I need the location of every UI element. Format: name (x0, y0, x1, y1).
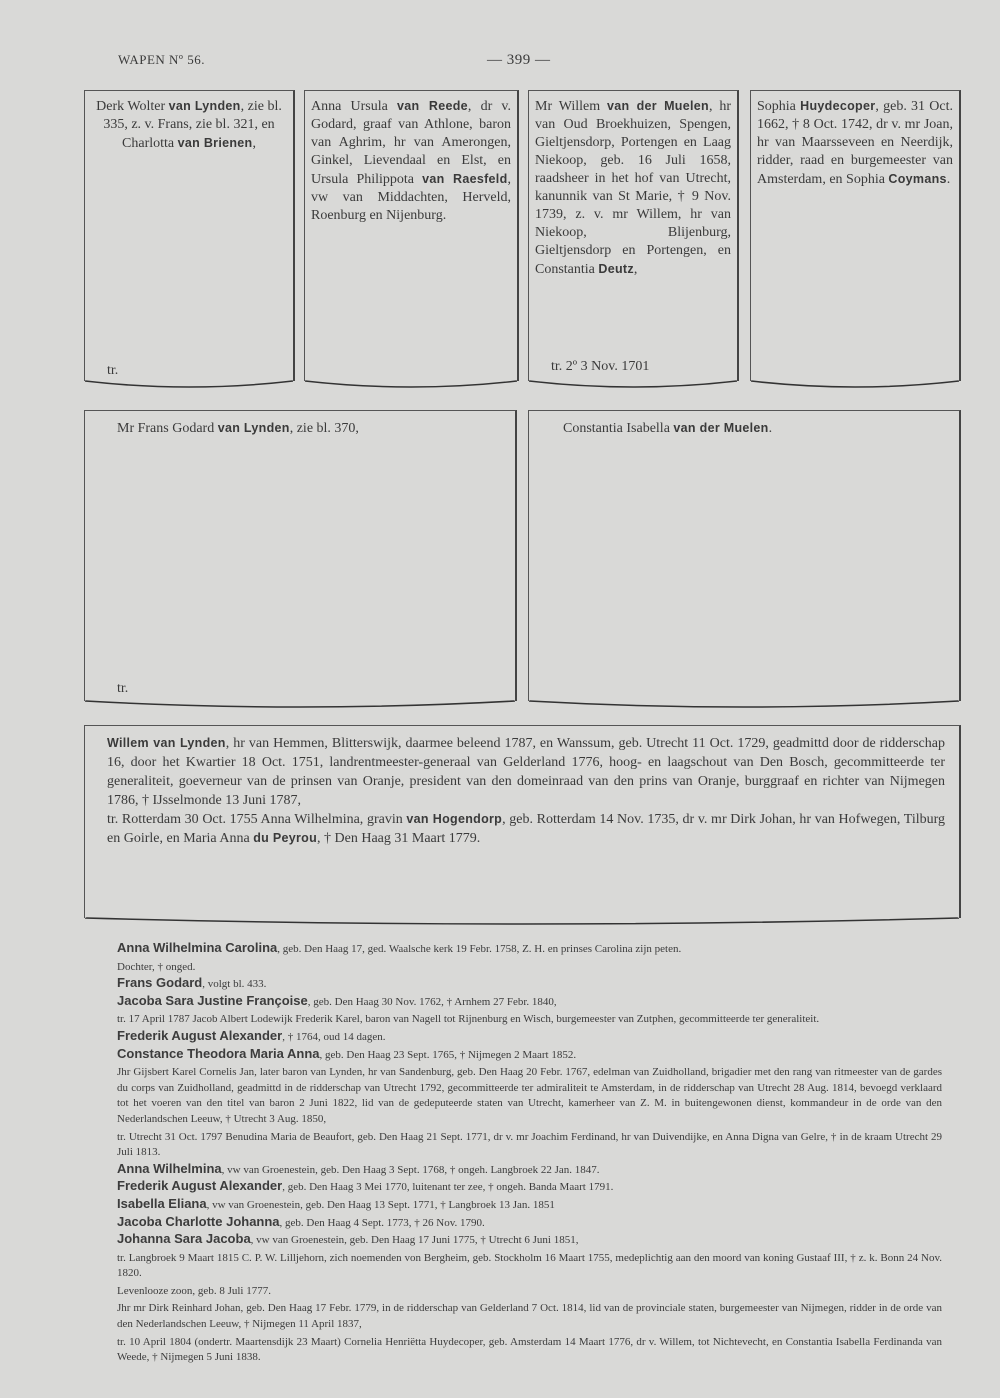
marriage-note-father: tr. (117, 681, 129, 696)
scroll-edge-decoration (529, 699, 959, 713)
ancestor-box-4 (750, 90, 961, 381)
child-entry: tr. 17 April 1787 Jacob Albert Lodewijk Frederik Karel, baron van Nagell tot Rijnenburg en Wisch, burgemeester van Zutphen, gecommitteerde ter generaliteit. (117, 1013, 820, 1026)
page-number: — 399 — (487, 52, 551, 68)
ancestor-box-2 (304, 90, 519, 381)
scroll-edge-decoration (85, 916, 959, 930)
child-entry: Frederik August Alexander, geb. Den Haag 3 Mei 1770, luitenant ter zee, † ongeh. Banda Maart 1791. (117, 1178, 614, 1194)
child-entry: Isabella Eliana, vw van Groenestein, geb. Den Haag 13 Sept. 1771, † Langbroek 13 Jan. 1851 (117, 1195, 555, 1211)
child-entry: Frederik August Alexander, † 1764, oud 14 dagen. (117, 1027, 386, 1043)
arms-number: WAPEN Nº 56. (118, 52, 205, 67)
ancestor-text-3: Mr Willem van der Muelen, hr van Oud Broekhuizen, Spengen, Gieltjensdorp, Portengen en Laag Niekoop, geb. 16 Juli 1658, raadsheer in het hof van Utrecht, kanunnik van St Marie, † 9 Nov. 1739, z. v. mr Willem, hr van Niekoop, Blijenburg, Gieltjensdorp en Portengen, en Constantia Deutz, (535, 99, 731, 277)
child-entry: Dochter, † onged. (117, 960, 196, 973)
scroll-edge-decoration (85, 699, 515, 713)
scroll-edge-decoration (529, 379, 737, 393)
marriage-note-3: tr. 2º 3 Nov. 1701 (551, 359, 650, 374)
ancestor-text-2: Anna Ursula van Reede, dr v. Godard, graaf van Athlone, baron van Aghrim, hr van Amerongen, Ginkel, Lievendaal en Elst, en Ursula Philippota van Raesfeld, vw van Middachten, Herveld, Roenburg en Nijenburg. (311, 99, 512, 223)
ancestor-text-4: Sophia Huydecoper, geb. 31 Oct. 1662, † 8 Oct. 1742, dr v. mr Joan, hr van Maarsseveen en Neerdijk, ridder, raad en burgemeester van Amsterdam, en Sophia Coymans. (757, 99, 953, 187)
parent-text-mother: Constantia Isabella van der Muelen. (563, 421, 773, 436)
scroll-edge-decoration (85, 379, 293, 393)
child-entry: Constance Theodora Maria Anna, geb. Den Haag 23 Sept. 1765, † Nijmegen 2 Maart 1852. (117, 1045, 577, 1061)
ancestor-text-1: Derk Wolter van Lynden, zie bl. 335, z. v. Frans, zie bl. 321, en Charlotta van Brienen, (96, 99, 282, 151)
child-entry: tr. Langbroek 9 Maart 1815 C. P. W. Lilljehorn, zich noemenden von Bergheim, geb. Stockholm 16 Maart 1755, medeplichtig aan den moord van koning Gustaaf III, † z. k. Bonn 24 Nov. 1820. (117, 1251, 942, 1280)
child-entry: Anna Wilhelmina Carolina, geb. Den Haag 17, ged. Waalsche kerk 19 Febr. 1758, Z. H. en prinses Carolina zijn peten. (117, 940, 682, 955)
children-list (117, 940, 942, 1366)
child-entry: Jacoba Charlotte Johanna, geb. Den Haag 4 Sept. 1773, † 26 Nov. 1790. (117, 1213, 485, 1229)
child-entry: Jhr Gijsbert Karel Cornelis Jan, later baron van Lynden, hr van Sandenburg, geb. Den Haag 20 Febr. 1767, edelman van Zuidholland, brigadier met den rang van ritmeester van de gardes du corps van Zuidholland, geadmittd in de ridderschap van Utrecht 1792, gecommitteerde ter admiraliteit te Amsterdam, in de ridderschap van Utrecht 28 Aug. 1814, bevoegd verklaard tot het voeren van den titel van baron 2 Juni 1822, lid van de gedeputeerde staten van Utrecht, kamerheer van Z. M. in buitengewonen dienst, kommandeur in de orde van den Nederlandschen Leeuw, † Utrecht 3 Aug. 1850, (117, 1066, 942, 1125)
child-entry: Anna Wilhelmina, vw van Groenestein, geb. Den Haag 3 Sept. 1768, † ongeh. Langbroek 22 Jan. 1847. (117, 1160, 600, 1176)
child-entry: tr. 10 April 1804 (ondertr. Maartensdijk 23 Maart) Cornelia Henriëtta Huydecoper, geb. Amsterdam 14 Maart 1776, dr v. Willem, tot Nichtevecht, en Constantia Isabella Ferdinanda van Weede, † Nijmegen 5 Juni 1838. (117, 1335, 942, 1364)
ancestor-box-1 (84, 90, 295, 381)
child-entry: Jhr mr Dirk Reinhard Johan, geb. Den Haag 17 Febr. 1779, in de ridderschap van Gelderland 7 Oct. 1814, lid van de provinciale staten, burgemeester van Nijmegen, ridder in de orde van den Nederlandschen Leeuw, † Nijmegen 11 April 1837, (117, 1302, 942, 1331)
ancestor-box-3 (528, 90, 739, 381)
scroll-edge-decoration (751, 379, 959, 393)
parent-box-mother (528, 410, 961, 701)
child-entry: Johanna Sara Jacoba, vw van Groenestein, geb. Den Haag 17 Juni 1775, † Utrecht 6 Juni 1851, (117, 1231, 579, 1247)
child-entry: Levenlooze zoon, geb. 8 Juli 1777. (117, 1284, 271, 1297)
child-entry: Frans Godard, volgt bl. 433. (117, 975, 267, 991)
child-entry: Jacoba Sara Justine Françoise, geb. Den Haag 30 Nov. 1762, † Arnhem 27 Febr. 1840, (117, 992, 557, 1008)
parent-box-father (84, 410, 517, 701)
marriage-note-1: tr. (107, 363, 119, 378)
main-person-text: Willem van Lynden, hr van Hemmen, Blitterswijk, daarmee beleend 1787, en Wanssum, geb. Utrecht 11 Oct. 1729, geadmittd door de ridderschap 16, door het Kwartier 18 Oct. 1751, landrentmeester-generaal van Gelderland 1776, hoog- en laagschout van Den Bosch, gecommitteerde ter generaliteit, goeverneur van de prinsen van Oranje, president van den domeinraad van den prins van Oranje, burggraaf en richter van Nijmegen 1786, † IJsselmonde 13 Juni 1787, tr. Rotterdam 30 Oct. 1755 Anna Wilhelmina, gravin van Hogendorp, geb. Rotterdam 14 Nov. 1735, dr v. mr Dirk Johan, hr van Hofwegen, Tilburg en Goirle, en Maria Anna du Peyrou, † Den Haag 31 Maart 1779. (107, 736, 946, 846)
child-entry: tr. Utrecht 31 Oct. 1797 Benudina Maria de Beaufort, geb. Den Haag 21 Sept. 1771, dr v. mr Joachim Ferdinand, hr van Duivendijke, en Anna Digna van Gelre, † in de kraam Utrecht 29 Juli 1813. (117, 1130, 942, 1159)
parent-text-father: Mr Frans Godard van Lynden, zie bl. 370, (117, 421, 359, 436)
scroll-edge-decoration (305, 379, 517, 393)
main-person-box (84, 725, 961, 918)
